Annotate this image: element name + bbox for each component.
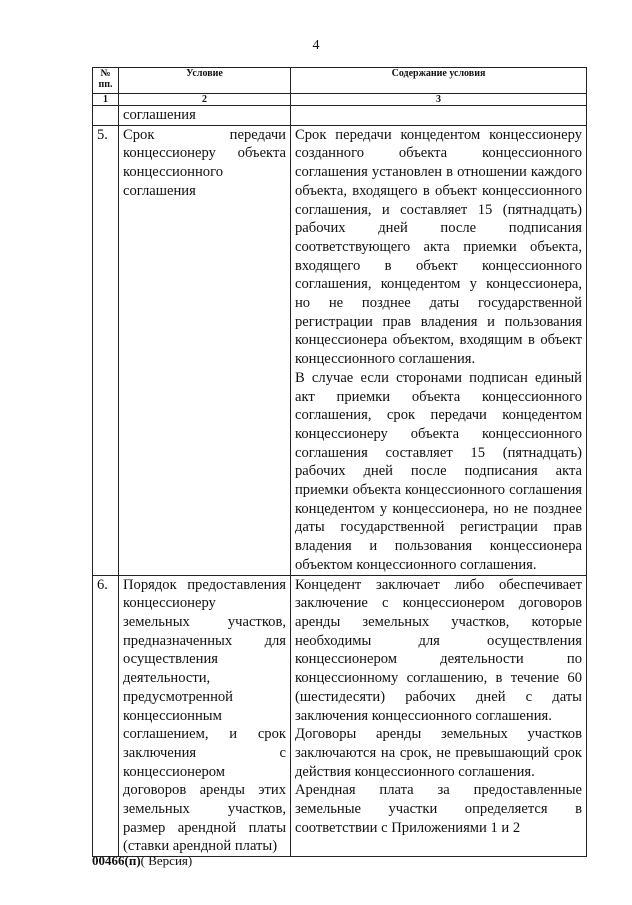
document-code: 00466(п) <box>92 853 141 868</box>
continuation-row <box>93 106 587 126</box>
header-condition: Условие <box>119 68 291 94</box>
content-paragraph: Концедент заключает либо обеспечивает заключение с концессионером договоров аренды земельных участков, которые необходимы для осуществления концессионером деятельности по концессионному соглашению, в течение 60 (шестидесяти) рабочих дней с даты заключения концессионного соглашения. <box>295 576 582 724</box>
row-condition: Порядок предоставления концессионеру земельных участков, предназначенных для осуществления деятельности, предусмотренной концессионным соглашением, и срок заключения с концессионером договоров аренды этих земельных участков, размер арендной платы (ставки арендной платы) <box>119 575 291 857</box>
column-index-row <box>93 94 587 106</box>
conditions-table <box>92 67 587 857</box>
content-paragraph: Арендная плата за предоставленные земельные участки определяется в соответствии с Приложениями 1 и 2 <box>295 782 582 836</box>
document-version: ( Версия) <box>140 853 193 868</box>
table-row <box>93 575 587 857</box>
content-paragraph: Договоры аренды земельных участков заключаются на срок, не превышающий срок действия концессионного соглашения. <box>295 726 582 780</box>
table-header-row <box>93 68 587 94</box>
header-number: № пп. <box>93 68 119 94</box>
continuation-text: соглашения <box>119 106 291 126</box>
column-index: 2 <box>119 94 291 106</box>
table-row <box>93 125 587 575</box>
row-content <box>291 125 587 575</box>
row-content <box>291 575 587 857</box>
content-paragraph: Срок передачи концедентом концессионеру созданного объекта концессионного соглашения установлен в отношении каждого объекта, входящего в объект концессионного соглашения, и составляет 15 (пятнадцать) рабочих дней после подписания соответствующего акта приемки объекта, входящего в объект концессионного соглашения, концедентом у концессионера, но не позднее даты государственной регистрации прав владения и пользования концессионера объектом, входящим в объект концессионного соглашения. <box>295 126 582 368</box>
page-number: 4 <box>312 38 320 53</box>
header-content: Содержание условия <box>291 68 587 94</box>
row-number: 5. <box>93 125 119 575</box>
column-index: 1 <box>93 94 119 106</box>
row-number: 6. <box>93 575 119 857</box>
row-condition: Срок передачи концессионеру объекта концессионного соглашения <box>119 125 291 575</box>
column-index: 3 <box>291 94 587 106</box>
content-paragraph: В случае если сторонами подписан единый акт приемки объекта концессионного соглашения, срок передачи концедентом концессионеру объекта концессионного соглашения составляет 15 (пятнадцать) рабочих дней после подписания акта приемки объекта концессионного соглашения концедентом у концессионера, но не позднее даты государственной регистрации прав владения и пользования концессионера объектом концессионного соглашения. <box>295 369 582 573</box>
document-footer <box>92 853 192 869</box>
